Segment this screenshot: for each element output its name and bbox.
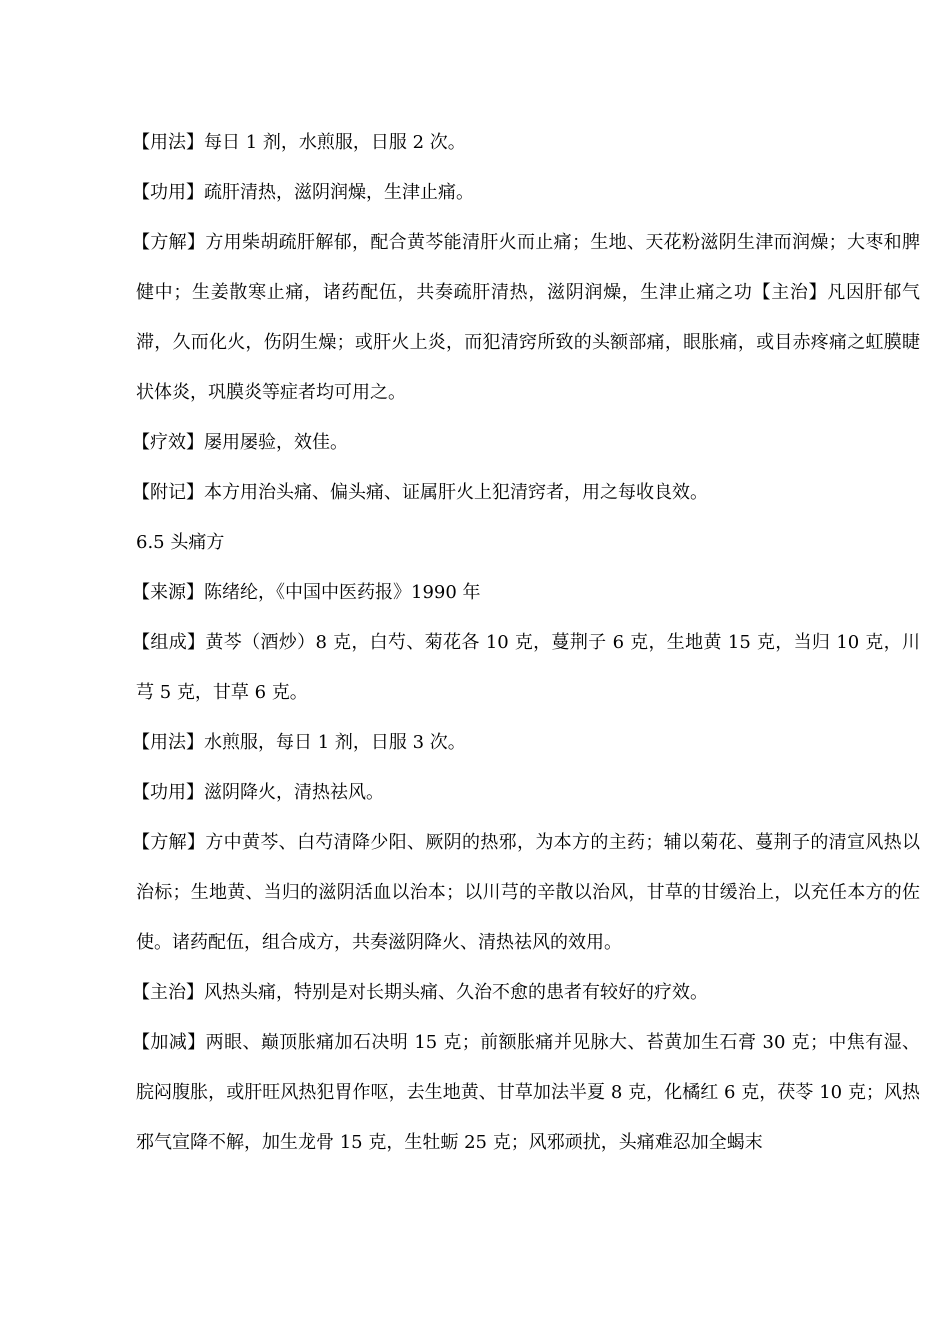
- paragraph-indication: [132, 968, 920, 1018]
- section-heading: [136, 518, 920, 568]
- paragraph-composition: [132, 618, 921, 718]
- paragraph-text: 黄芩（酒炒）8 克，白芍、菊花各 10 克，蔓荆子 6 克，生地黄 15 克，当归 10 克，川芎 5 克，甘草 6 克。: [136, 632, 921, 703]
- paragraph-usage: [132, 118, 920, 168]
- paragraph-text: 方中黄芩、白芍清降少阳、厥阴的热邪，为本方的主药；辅以菊花、蔓荆子的清宣风热以治标；生地黄、当归的滋阴活血以治本；以川芎的辛散以治风，甘草的甘缓治上，以充任本方的佐使。诸药配伍，组合成方，共奏滋阴降火、清热祛风的效用。: [136, 832, 921, 953]
- section-tag: 【疗效】: [132, 432, 204, 453]
- section-tag: 【用法】: [132, 132, 204, 153]
- paragraph-explanation: [132, 218, 921, 418]
- section-tag: 【附记】: [132, 482, 204, 503]
- paragraph-text: 两眼、巅顶胀痛加石决明 15 克；前额胀痛并见脉大、苔黄加生石膏 30 克；中焦有湿、脘闷腹胀，或肝旺风热犯胃作呕，去生地黄、甘草加法半夏 8 克，化橘红 6 克，茯苓 10 克；风热邪气宣降不解，加生龙骨 15 克，生牡蛎 25 克；风邪顽扰，头痛难忍加全蝎末: [136, 1032, 920, 1153]
- paragraph-text: 屡用屡验，效佳。: [204, 432, 348, 453]
- paragraph-text: 每日 1 剂，水煎服，日服 2 次。: [204, 132, 466, 153]
- paragraph-text: 滋阴降火，清热祛风。: [204, 782, 384, 803]
- paragraph-modification: [132, 1018, 920, 1168]
- paragraph-text: 水煎服，每日 1 剂，日服 3 次。: [204, 732, 466, 753]
- paragraph-text: 疏肝清热，滋阴润燥，生津止痛。: [204, 182, 474, 203]
- section-tag: 【主治】: [132, 982, 204, 1003]
- heading-text: 6.5 头痛方: [136, 532, 225, 553]
- section-tag: 【来源】: [132, 582, 204, 603]
- paragraph-text: 本方用治头痛、偏头痛、证属肝火上犯清窍者，用之每收良效。: [204, 482, 708, 503]
- section-tag: 【组成】: [132, 632, 206, 653]
- paragraph-text: 陈绪纶，《中国中医药报》1990 年: [204, 582, 481, 603]
- section-tag: 【方解】: [132, 232, 206, 253]
- paragraph-explanation-2: [132, 818, 921, 968]
- paragraph-source: [132, 568, 920, 618]
- paragraph-note: [132, 468, 920, 518]
- paragraph-text: 方用柴胡疏肝解郁，配合黄芩能清肝火而止痛；生地、天花粉滋阴生津而润燥；大枣和脾健中；生姜散寒止痛，诸药配伍，共奏疏肝清热，滋阴润燥，生津止痛之功【主治】凡因肝郁气滞，久而化火，伤阴生燥；或肝火上炎，而犯清窍所致的头额部痛，眼胀痛，或目赤疼痛之虹膜睫状体炎，巩膜炎等症者均可用之。: [136, 232, 921, 403]
- paragraph-function: [132, 168, 920, 218]
- paragraph-efficacy: [132, 418, 920, 468]
- section-tag: 【用法】: [132, 732, 204, 753]
- section-tag: 【加减】: [132, 1032, 206, 1053]
- section-tag: 【方解】: [132, 832, 206, 853]
- section-tag: 【功用】: [132, 182, 204, 203]
- paragraph-usage-2: [132, 718, 920, 768]
- paragraph-function-2: [132, 768, 920, 818]
- document-body: [132, 118, 921, 1168]
- section-tag: 【功用】: [132, 782, 204, 803]
- paragraph-text: 风热头痛，特别是对长期头痛、久治不愈的患者有较好的疗效。: [204, 982, 708, 1003]
